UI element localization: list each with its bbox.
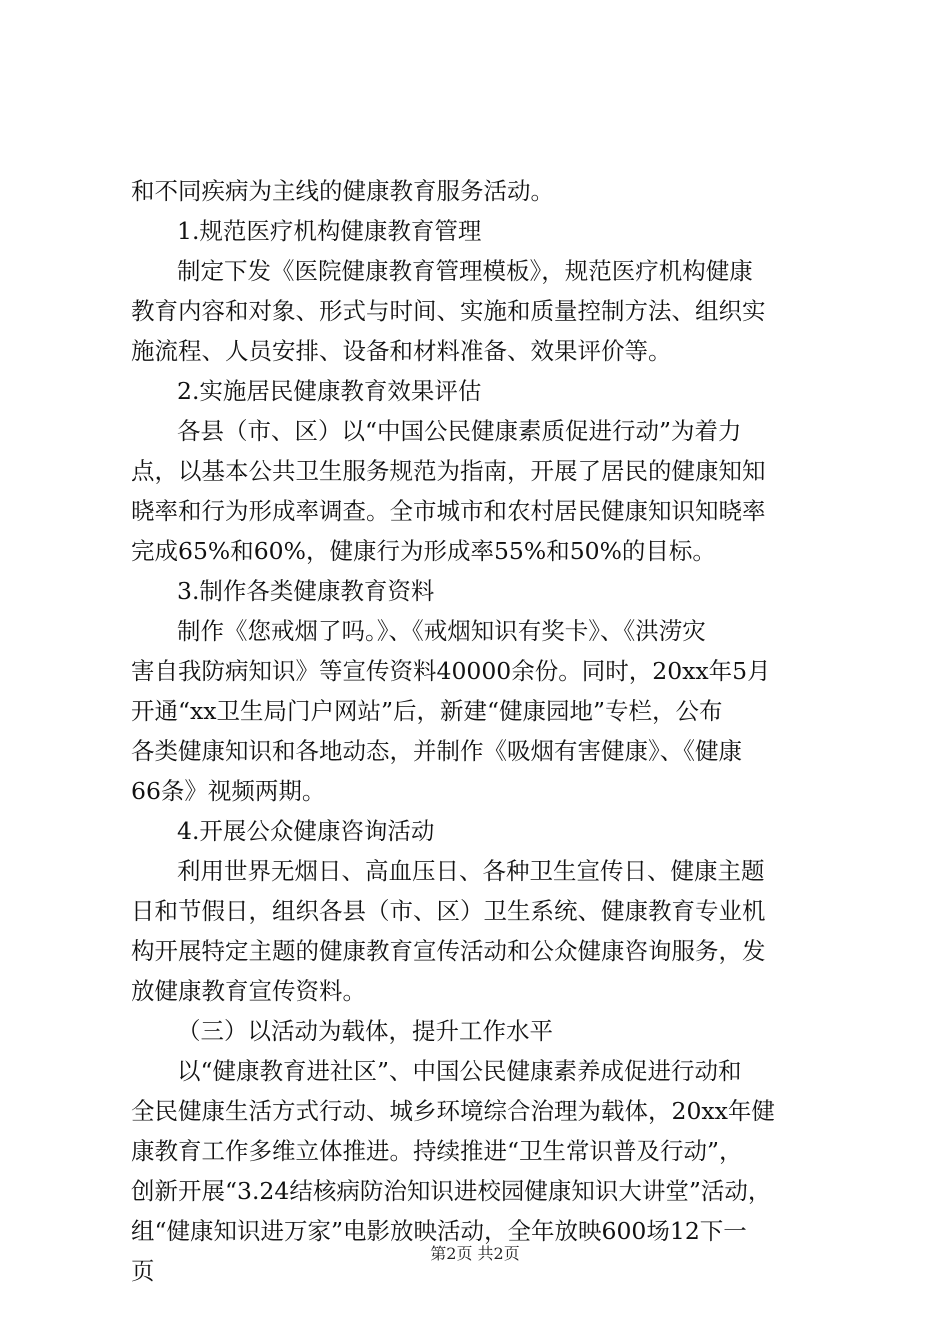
text-line: 康教育工作多维立体推进。持续推进“卫生常识普及行动”， xyxy=(131,1137,743,1165)
text-line: 日和节假日，组织各县（市、区）卫生系统、健康教育专业机 xyxy=(131,897,766,925)
section-heading: （三）以活动为载体，提升工作水平 xyxy=(177,1017,553,1045)
text-line: 页 xyxy=(131,1257,155,1285)
text-line: 利用世界无烟日、高血压日、各种卫生宣传日、健康主题 xyxy=(177,857,765,885)
text-line: 构开展特定主题的健康教育宣传活动和公众健康咨询服务，发 xyxy=(131,937,766,965)
text-line: 晓率和行为形成率调查。全市城市和农村居民健康知识知晓率 xyxy=(131,497,766,525)
text-line: 点，以基本公共卫生服务规范为指南，开展了居民的健康知知 xyxy=(131,457,766,485)
text-line: 各类健康知识和各地动态，并制作《吸烟有害健康》、《健康 xyxy=(131,737,742,765)
section-heading: 3.制作各类健康教育资料 xyxy=(177,577,435,605)
text-line: 制作《您戒烟了吗。》、《戒烟知识有奖卡》、《洪涝灾 xyxy=(177,617,706,645)
text-line: 全民健康生活方式行动、城乡环境综合治理为载体，20xx年健 xyxy=(131,1097,775,1125)
page-footer xyxy=(0,1243,950,1265)
text-line: 教育内容和对象、形式与时间、实施和质量控制方法、组织实 xyxy=(131,297,766,325)
section-heading: 1.规范医疗机构健康教育管理 xyxy=(177,217,482,245)
text-line: 创新开展“3.24结核病防治知识进校园健康知识大讲堂”活动， xyxy=(131,1177,772,1205)
text-line: 开通“xx卫生局门户网站”后，新建“健康园地”专栏，公布 xyxy=(131,697,723,725)
text-line: 组“健康知识进万家”电影放映活动，全年放映600场12下一 xyxy=(131,1217,747,1245)
text-line: 66条》视频两期。 xyxy=(131,777,326,805)
text-line: 制定下发《医院健康教育管理模板》，规范医疗机构健康 xyxy=(177,257,753,285)
text-line: 完成65%和60%，健康行为形成率55%和50%的目标。 xyxy=(131,537,716,565)
text-line: 施流程、人员安排、设备和材料准备、效果评价等。 xyxy=(131,337,672,365)
text-line: 以“健康教育进社区”、中国公民健康素养成促进行动和 xyxy=(177,1057,742,1085)
text-line: 和不同疾病为主线的健康教育服务活动。 xyxy=(131,177,554,205)
text-line: 放健康教育宣传资料。 xyxy=(131,977,366,1005)
section-heading: 2.实施居民健康教育效果评估 xyxy=(177,377,482,405)
section-heading: 4.开展公众健康咨询活动 xyxy=(177,817,435,845)
page-number-label: 第2页 共2页 xyxy=(430,1244,520,1263)
text-line: 各县（市、区）以“中国公民健康素质促进行动”为着力 xyxy=(177,417,742,445)
text-line: 害自我防病知识》等宣传资料40000余份。同时，20xx年5月 xyxy=(131,657,771,685)
document-body xyxy=(131,171,831,1291)
